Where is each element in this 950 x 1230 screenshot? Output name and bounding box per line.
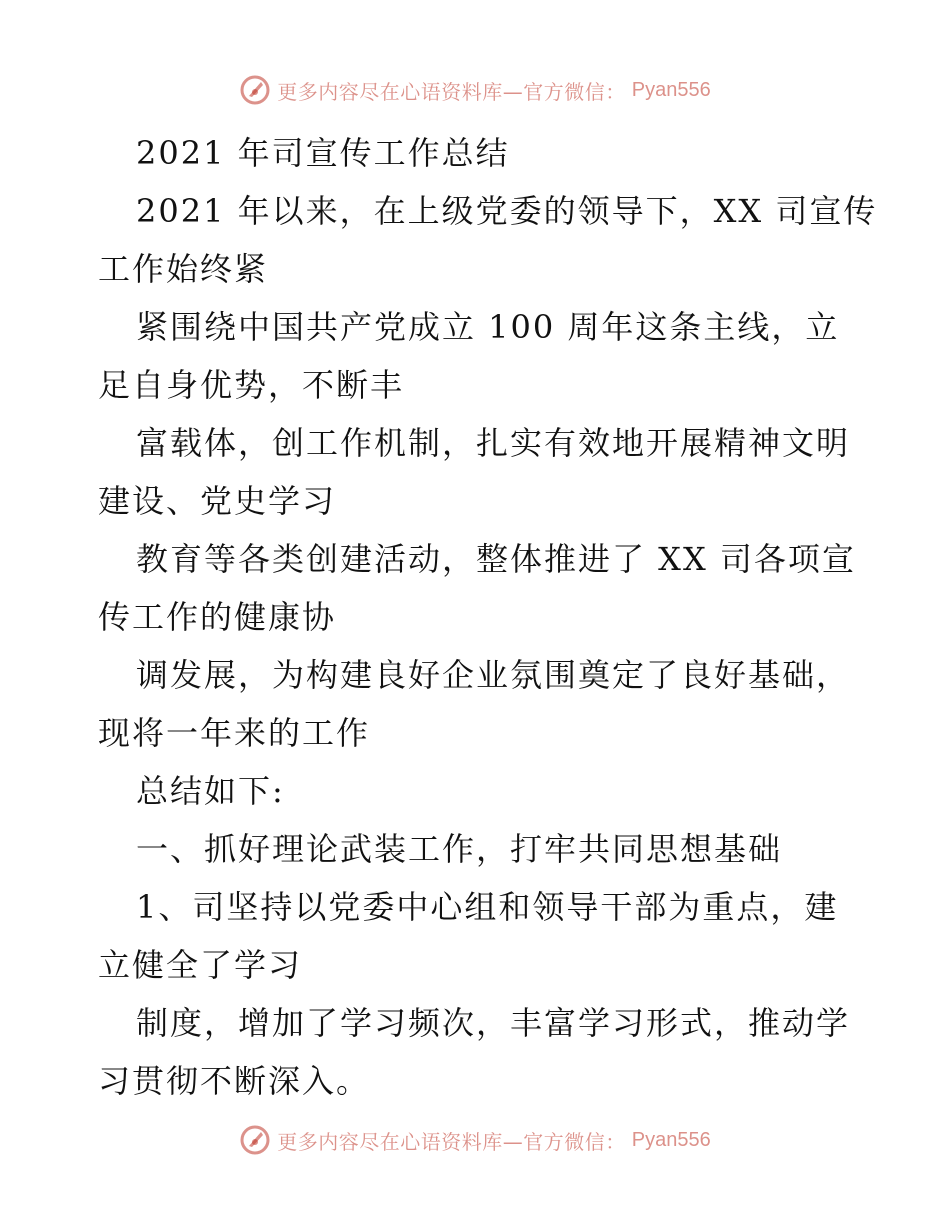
section-heading: 一、抓好理论武装工作，打牢共同思想基础: [136, 830, 783, 868]
paragraph-line: 现将一年来的工作: [98, 714, 371, 752]
paragraph-line: 传工作的健康协: [98, 598, 337, 636]
watermark-text: 更多内容尽在心语资料库—官方微信：: [277, 79, 626, 104]
paragraph-line: 建设、党史学习: [98, 482, 337, 520]
paragraph-line: 工作始终紧: [98, 250, 269, 288]
paragraph-line: 2021 年以来，在上级党委的领导下，XX 司宣传: [136, 192, 878, 230]
paragraph-line: 紧围绕中国共产党成立 100 周年这条主线，立: [136, 308, 840, 346]
paragraph-line: 足自身优势，不断丰: [98, 366, 405, 404]
paragraph-line: 立健全了学习: [98, 946, 303, 984]
document-body: [98, 124, 878, 1110]
paragraph-line: 总结如下:: [136, 772, 285, 810]
document-title: 2021 年司宣传工作总结: [136, 134, 510, 172]
paragraph-line: 调发展，为构建良好企业氛围奠定了良好基础，: [136, 656, 851, 694]
paragraph-line: 1、司坚持以党委中心组和领导干部为重点，建: [136, 888, 839, 926]
watermark-handle: Pyan556: [631, 1128, 711, 1151]
watermark-logo-icon: [239, 74, 271, 106]
paragraph-line: 习贯彻不断深入。: [98, 1062, 371, 1100]
paragraph-line: 富载体，创工作机制，扎实有效地开展精神文明: [136, 424, 851, 462]
header-watermark: [0, 70, 950, 110]
paragraph-line: 制度，增加了学习频次，丰富学习形式，推动学: [136, 1004, 851, 1042]
watermark-logo-icon: [239, 1124, 271, 1156]
footer-watermark: [0, 1120, 950, 1160]
watermark-text: 更多内容尽在心语资料库—官方微信：: [277, 1129, 626, 1154]
watermark-handle: Pyan556: [631, 78, 711, 101]
paragraph-line: 教育等各类创建活动，整体推进了 XX 司各项宣: [136, 540, 856, 578]
